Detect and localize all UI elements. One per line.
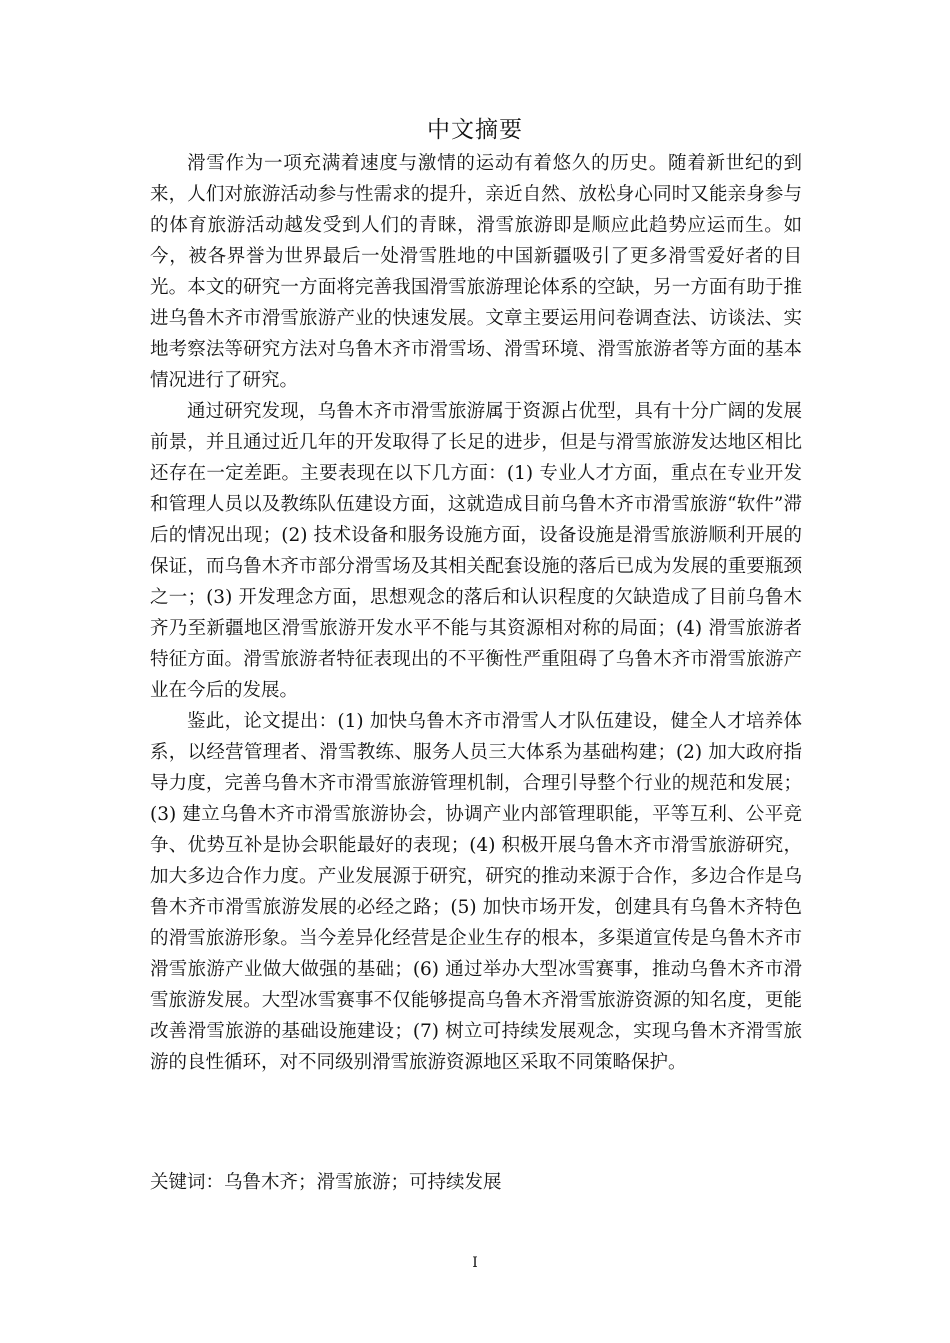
abstract-body bbox=[150, 148, 802, 1078]
page-number: I bbox=[472, 1255, 478, 1271]
page-title: 中文摘要 bbox=[427, 117, 523, 143]
abstract-paragraph-1: 滑雪作为一项充满着速度与激情的运动有着悠久的历史。随着新世纪的到来，人们对旅游活动参与性需求的提升，亲近自然、放松身心同时又能亲身参与的体育旅游活动越发受到人们的青睐，滑雪旅游即是顺应此趋势应运而生。如今，被各界誉为世界最后一处滑雪胜地的中国新疆吸引了更多滑雪爱好者的目光。本文的研究一方面将完善我国滑雪旅游理论体系的空缺，另一方面有助于推进乌鲁木齐市滑雪旅游产业的快速发展。文章主要运用问卷调查法、访谈法、实地考察法等研究方法对乌鲁木齐市滑雪场、滑雪环境、滑雪旅游者等方面的基本情况进行了研究。 bbox=[150, 153, 802, 391]
keywords-line: 关键词：乌鲁木齐；滑雪旅游；可持续发展 bbox=[150, 1172, 502, 1193]
abstract-paragraph-2: 通过研究发现，乌鲁木齐市滑雪旅游属于资源占优型，具有十分广阔的发展前景，并且通过近几年的开发取得了长足的进步，但是与滑雪旅游发达地区相比还存在一定差距。主要表现在以下几方面：(1) 专业人才方面，重点在专业开发和管理人员以及教练队伍建设方面，这就造成目前乌鲁木齐市滑雪旅游“软件”滞后的情况出现；(2) 技术设备和服务设施方面，设备设施是滑雪旅游顺利开展的保证，而乌鲁木齐市部分滑雪场及其相关配套设施的落后已成为发展的重要瓶颈之一；(3) 开发理念方面，思想观念的落后和认识程度的欠缺造成了目前乌鲁木齐乃至新疆地区滑雪旅游开发水平不能与其资源相对称的局面；(4) 滑雪旅游者特征方面。滑雪旅游者特征表现出的不平衡性严重阻碍了乌鲁木齐市滑雪旅游产业在今后的发展。 bbox=[150, 401, 802, 701]
abstract-paragraph-3: 鉴此，论文提出：(1) 加快乌鲁木齐市滑雪人才队伍建设，健全人才培养体系，以经营管理者、滑雪教练、服务人员三大体系为基础构建；(2) 加大政府指导力度，完善乌鲁木齐市滑雪旅游管理机制，合理引导整个行业的规范和发展；(3) 建立乌鲁木齐市滑雪旅游协会，协调产业内部管理职能，平等互利、公平竞争、优势互补是协会职能最好的表现；(4) 积极开展乌鲁木齐市滑雪旅游研究，加大多边合作力度。产业发展源于研究，研究的推动来源于合作，多边合作是乌鲁木齐市滑雪旅游发展的必经之路；(5) 加快市场开发，创建具有乌鲁木齐特色的滑雪旅游形象。当今差异化经营是企业生存的根本，多渠道宣传是乌鲁木齐市滑雪旅游产业做大做强的基础；(6) 通过举办大型冰雪赛事，推动乌鲁木齐市滑雪旅游发展。大型冰雪赛事不仅能够提高乌鲁木齐滑雪旅游资源的知名度，更能改善滑雪旅游的基础设施建设；(7) 树立可持续发展观念，实现乌鲁木齐滑雪旅游的良性循环，对不同级别滑雪旅游资源地区采取不同策略保护。 bbox=[150, 711, 802, 1073]
